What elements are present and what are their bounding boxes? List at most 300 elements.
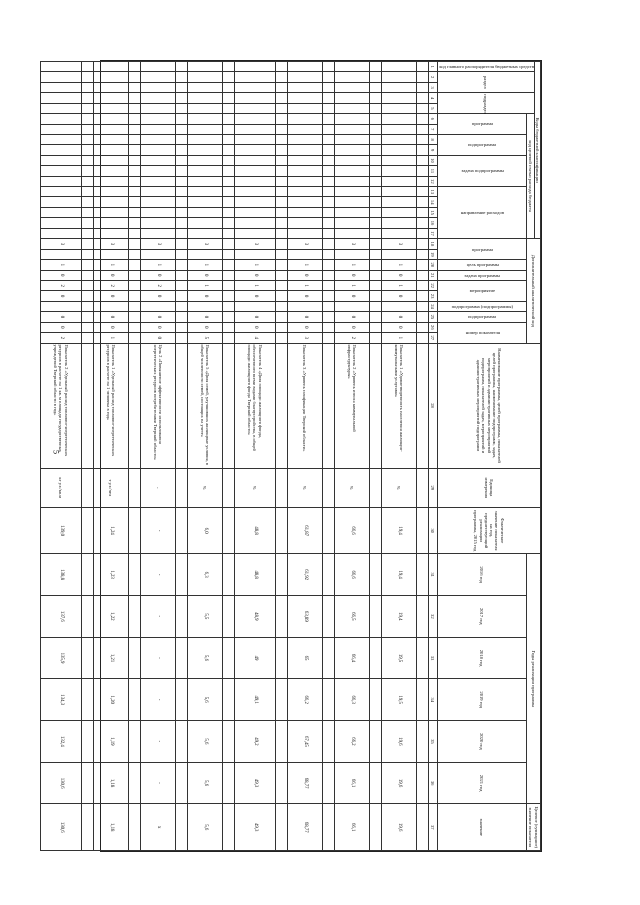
empty-cell	[222, 145, 234, 155]
empty-code-cell	[140, 114, 175, 124]
code-cell: 1	[381, 260, 416, 270]
empty-cell	[175, 134, 187, 144]
code-cell: 4	[234, 333, 275, 343]
empty-cell	[416, 343, 428, 468]
empty-code-cell	[93, 134, 128, 144]
spacer-row	[81, 62, 93, 851]
empty-cell	[175, 239, 187, 249]
column-number-cell: 2	[428, 72, 437, 82]
empty-cell	[222, 312, 234, 322]
empty-cell	[128, 176, 140, 186]
empty-cell	[81, 62, 93, 72]
empty-cell	[322, 637, 334, 679]
empty-code-cell	[187, 114, 222, 124]
code-cell: 1	[234, 280, 275, 290]
empty-code-cell	[93, 155, 128, 165]
empty-code-cell	[40, 124, 81, 134]
empty-cell	[416, 72, 428, 82]
empty-cell	[416, 239, 428, 249]
empty-cell	[222, 166, 234, 176]
empty-cell	[416, 134, 428, 144]
empty-cell	[128, 239, 140, 249]
year-value-cell: 48,9	[234, 595, 275, 637]
empty-cell	[222, 103, 234, 113]
column-number-cell: 11	[428, 166, 437, 176]
empty-code-cell	[93, 197, 128, 207]
empty-cell	[275, 145, 287, 155]
empty-code-cell	[40, 207, 81, 217]
column-number-cell: 24	[428, 301, 437, 311]
empty-cell	[275, 249, 287, 259]
empty-cell	[369, 155, 381, 165]
empty-code-cell	[93, 103, 128, 113]
empty-cell	[81, 176, 93, 186]
empty-cell	[416, 312, 428, 322]
empty-cell	[222, 239, 234, 249]
year-value-cell: 6,3	[187, 554, 222, 596]
code-cell: 0	[187, 322, 222, 332]
empty-cell	[275, 134, 287, 144]
empty-cell	[128, 507, 140, 553]
empty-cell	[222, 554, 234, 596]
empty-cell	[322, 62, 334, 72]
code-cell: 0	[187, 291, 222, 301]
target-header: Целевое (суммарное) значение показателя	[526, 804, 540, 851]
empty-cell	[416, 218, 428, 228]
unit-cell: т у.т./чел	[93, 468, 128, 507]
column-number-cell: 21	[428, 270, 437, 280]
code-cell: 0	[187, 270, 222, 280]
podrazdel-header: подраздел	[437, 93, 534, 114]
year-value-cell: 1,23	[93, 554, 128, 596]
empty-cell	[128, 554, 140, 596]
empty-cell	[128, 260, 140, 270]
code-cell: 1	[187, 280, 222, 290]
column-number-cell: 10	[428, 155, 437, 165]
empty-code-cell	[187, 155, 222, 165]
year-2019-header: 2019 год	[437, 679, 526, 721]
code-cell: 3	[187, 239, 222, 249]
fact-value-cell: 48,8	[234, 507, 275, 553]
year-2018-header: 2018 год	[437, 637, 526, 679]
empty-cell	[222, 155, 234, 165]
column-number-cell: 16	[428, 218, 437, 228]
empty-cell	[81, 93, 93, 103]
empty-code-cell	[381, 62, 416, 72]
empty-code-cell	[187, 187, 222, 197]
code-cell: 3	[234, 239, 275, 249]
page-number: 5	[51, 450, 61, 454]
unit-header: Единица измерения	[437, 468, 540, 507]
empty-cell	[275, 721, 287, 763]
additional-code-header: Дополнительный аналитический код	[526, 239, 540, 343]
empty-cell	[322, 260, 334, 270]
code-cell: 1	[93, 333, 128, 343]
empty-code-cell	[234, 207, 275, 217]
empty-code-cell	[93, 301, 128, 311]
year-value-cell: 135,9	[40, 637, 81, 679]
column-number-cell: 19	[428, 249, 437, 259]
empty-cell	[81, 114, 93, 124]
code-cell: 0	[140, 270, 175, 280]
program-indicators-table	[40, 61, 541, 851]
code-cell: 3	[93, 239, 128, 249]
empty-cell	[81, 804, 93, 851]
column-number-cell: 9	[428, 145, 437, 155]
empty-cell	[416, 721, 428, 763]
empty-code-cell	[187, 249, 222, 259]
column-number-row	[428, 62, 437, 851]
empty-cell	[322, 762, 334, 804]
empty-code-cell	[187, 166, 222, 176]
year-value-cell: 68,77	[287, 762, 322, 804]
empty-code-cell	[187, 103, 222, 113]
empty-cell	[416, 176, 428, 186]
empty-code-cell	[140, 176, 175, 186]
empty-cell	[128, 134, 140, 144]
empty-cell	[81, 103, 93, 113]
year-value-cell: -	[140, 721, 175, 763]
empty-cell	[369, 207, 381, 217]
direction-header: направление расходов	[437, 187, 526, 239]
empty-cell	[369, 239, 381, 249]
empty-cell	[128, 82, 140, 92]
empty-cell	[416, 82, 428, 92]
code-cell: 0	[93, 270, 128, 280]
code-cell: 0	[93, 322, 128, 332]
code-cell: 2	[140, 280, 175, 290]
empty-cell	[369, 637, 381, 679]
year-value-cell: 49,2	[234, 721, 275, 763]
empty-code-cell	[334, 103, 369, 113]
empty-cell	[416, 155, 428, 165]
fact-value-cell: 6,0	[187, 507, 222, 553]
year-value-cell: -	[140, 679, 175, 721]
year-value-cell: 5,6	[187, 721, 222, 763]
empty-cell	[416, 114, 428, 124]
empty-cell	[275, 155, 287, 165]
empty-cell	[416, 228, 428, 239]
empty-cell	[128, 103, 140, 113]
empty-code-cell	[40, 114, 81, 124]
empty-code-cell	[93, 218, 128, 228]
code-cell: 1	[334, 260, 369, 270]
empty-cell	[222, 82, 234, 92]
empty-cell	[322, 312, 334, 322]
year-value-cell: 66,2	[334, 721, 369, 763]
empty-code-cell	[140, 249, 175, 259]
empty-cell	[128, 301, 140, 311]
empty-cell	[275, 82, 287, 92]
empty-cell	[222, 218, 234, 228]
empty-cell	[369, 166, 381, 176]
empty-cell	[322, 804, 334, 851]
empty-cell	[275, 187, 287, 197]
empty-cell	[275, 280, 287, 290]
column-number-cell: 3	[428, 82, 437, 92]
empty-cell	[175, 804, 187, 851]
empty-cell	[322, 507, 334, 553]
empty-code-cell	[234, 249, 275, 259]
empty-code-cell	[40, 62, 81, 72]
empty-cell	[175, 507, 187, 553]
empty-cell	[275, 218, 287, 228]
empty-code-cell	[381, 103, 416, 113]
empty-cell	[81, 554, 93, 596]
empty-code-cell	[381, 176, 416, 186]
empty-code-cell	[334, 249, 369, 259]
empty-code-cell	[287, 93, 322, 103]
empty-cell	[322, 721, 334, 763]
empty-cell	[222, 804, 234, 851]
empty-cell	[369, 679, 381, 721]
code-cell: 1	[40, 260, 81, 270]
year-value-cell: 1,19	[93, 721, 128, 763]
year-value-cell: 49,3	[234, 762, 275, 804]
empty-code-cell	[334, 124, 369, 134]
empty-cell	[322, 322, 334, 332]
empty-cell	[369, 468, 381, 507]
indicator-name-cell: Показатель 1 «Удельный расход топливно-энергетических ресурсов в расчете на 1 человека в год»	[93, 343, 128, 468]
empty-cell	[81, 239, 93, 249]
empty-code-cell	[187, 176, 222, 186]
empty-cell	[175, 218, 187, 228]
empty-code-cell	[381, 301, 416, 311]
empty-cell	[175, 166, 187, 176]
empty-cell	[416, 260, 428, 270]
empty-code-cell	[187, 145, 222, 155]
empty-cell	[222, 134, 234, 144]
empty-cell	[369, 124, 381, 134]
empty-code-cell	[381, 187, 416, 197]
empty-cell	[81, 595, 93, 637]
empty-code-cell	[187, 207, 222, 217]
empty-code-cell	[334, 176, 369, 186]
column-number-cell: 8	[428, 134, 437, 144]
empty-code-cell	[287, 197, 322, 207]
year-value-cell: 19,6	[381, 721, 416, 763]
year-value-cell: 66,3	[334, 679, 369, 721]
empty-cell	[128, 679, 140, 721]
column-number-cell: 12	[428, 176, 437, 186]
empty-cell	[222, 343, 234, 468]
code-cell: 0	[287, 322, 322, 332]
code-cell: 1	[287, 280, 322, 290]
column-number-cell: 37	[428, 804, 437, 851]
empty-code-cell	[287, 155, 322, 165]
unit-cell: %	[234, 468, 275, 507]
empty-cell	[128, 155, 140, 165]
empty-code-cell	[234, 93, 275, 103]
empty-code-cell	[93, 72, 128, 82]
fact-value-cell: 1,24	[93, 507, 128, 553]
empty-code-cell	[334, 207, 369, 217]
empty-code-cell	[140, 145, 175, 155]
empty-code-cell	[334, 114, 369, 124]
empty-code-cell	[334, 301, 369, 311]
year-value-cell: 66,4	[334, 637, 369, 679]
empty-cell	[222, 176, 234, 186]
empty-code-cell	[287, 228, 322, 239]
empty-cell	[128, 280, 140, 290]
column-number-cell: 35	[428, 721, 437, 763]
year-value-cell: 49	[234, 637, 275, 679]
empty-cell	[416, 554, 428, 596]
code-cell: 0	[381, 312, 416, 322]
year-value-cell: 137,6	[40, 595, 81, 637]
empty-cell	[128, 207, 140, 217]
empty-cell	[369, 249, 381, 259]
empty-code-cell	[381, 166, 416, 176]
year-value-cell: 1,18	[93, 762, 128, 804]
column-number-cell: 5	[428, 103, 437, 113]
empty-cell	[222, 197, 234, 207]
empty-cell	[81, 468, 93, 507]
target-value-cell: 130,6	[40, 804, 81, 851]
empty-cell	[322, 291, 334, 301]
empty-cell	[128, 468, 140, 507]
empty-cell	[175, 637, 187, 679]
empty-cell	[416, 103, 428, 113]
year-2020-header: 2020 год	[437, 721, 526, 763]
empty-cell	[175, 145, 187, 155]
column-number-cell: 29	[428, 468, 437, 507]
empty-cell	[222, 187, 234, 197]
column-number-cell: 28	[428, 343, 437, 468]
spacer-row	[322, 62, 334, 851]
empty-cell	[128, 762, 140, 804]
empty-cell	[322, 134, 334, 144]
unit-cell: %	[381, 468, 416, 507]
empty-code-cell	[234, 187, 275, 197]
code-cell: 1	[334, 280, 369, 290]
empty-cell	[275, 166, 287, 176]
empty-cell	[275, 312, 287, 322]
empty-cell	[322, 228, 334, 239]
empty-cell	[81, 218, 93, 228]
empty-code-cell	[234, 124, 275, 134]
empty-cell	[128, 62, 140, 72]
empty-cell	[275, 804, 287, 851]
year-value-cell: 1,20	[93, 679, 128, 721]
target-value-cell: 5,6	[187, 804, 222, 851]
empty-cell	[275, 124, 287, 134]
empty-code-cell	[381, 72, 416, 82]
spacer-row	[369, 62, 381, 851]
empty-cell	[175, 270, 187, 280]
empty-cell	[175, 124, 187, 134]
year-value-cell: 19,4	[381, 595, 416, 637]
fact-value-cell: 139,0	[40, 507, 81, 553]
column-number-cell: 14	[428, 197, 437, 207]
empty-cell	[416, 187, 428, 197]
task-subprogram-header: задача подпрограммы	[437, 155, 526, 186]
empty-cell	[369, 762, 381, 804]
empty-cell	[175, 187, 187, 197]
column-number-cell: 13	[428, 187, 437, 197]
target-value-cell: 1,18	[93, 804, 128, 851]
indicator-name-cell: Показатель 5 «Доля семей, улучшивших жилищные условия, в общей численности семей, состоящих на учете»	[187, 343, 222, 468]
empty-cell	[322, 72, 334, 82]
empty-cell	[222, 301, 234, 311]
empty-cell	[369, 595, 381, 637]
header-row-1	[534, 62, 540, 851]
empty-cell	[275, 197, 287, 207]
spacer-row	[416, 62, 428, 851]
empty-cell	[322, 468, 334, 507]
empty-code-cell	[334, 62, 369, 72]
empty-code-cell	[287, 187, 322, 197]
year-value-cell: 5,5	[187, 595, 222, 637]
empty-code-cell	[40, 155, 81, 165]
empty-cell	[275, 62, 287, 72]
empty-cell	[175, 176, 187, 186]
empty-cell	[369, 322, 381, 332]
column-number-cell: 30	[428, 507, 437, 553]
empty-code-cell	[381, 197, 416, 207]
year-value-cell: 1,21	[93, 637, 128, 679]
indicator-name-cell: Показатель 2 «Уровень износа коммунальной инфраструктуры»	[334, 343, 369, 468]
code-cell: 0	[140, 322, 175, 332]
empty-cell	[275, 333, 287, 343]
years-header: Годы реализации программы	[526, 554, 540, 804]
empty-code-cell	[287, 134, 322, 144]
year-value-cell: 130,6	[40, 762, 81, 804]
empty-cell	[128, 804, 140, 851]
empty-cell	[369, 145, 381, 155]
code-cell: 0	[287, 270, 322, 280]
empty-cell	[275, 93, 287, 103]
code-cell: 0	[234, 270, 275, 280]
empty-cell	[222, 249, 234, 259]
year-value-cell: 19,5	[381, 637, 416, 679]
empty-cell	[369, 114, 381, 124]
empty-cell	[322, 82, 334, 92]
empty-cell	[81, 197, 93, 207]
empty-code-cell	[287, 103, 322, 113]
empty-cell	[81, 312, 93, 322]
empty-code-cell	[187, 301, 222, 311]
empty-code-cell	[381, 134, 416, 144]
empty-cell	[175, 249, 187, 259]
code-cell: 3	[334, 239, 369, 249]
empty-code-cell	[234, 218, 275, 228]
empty-cell	[81, 228, 93, 239]
empty-code-cell	[234, 228, 275, 239]
code-cell: 3	[287, 239, 322, 249]
indicator-name-cell: Цель 2 «Повышение эффективности использования энергетических ресурсов потребителями Тверской области»	[140, 343, 175, 468]
empty-cell	[222, 333, 234, 343]
column-number-cell: 18	[428, 239, 437, 249]
empty-cell	[222, 762, 234, 804]
empty-cell	[128, 187, 140, 197]
empty-cell	[222, 637, 234, 679]
empty-code-cell	[287, 82, 322, 92]
empty-cell	[416, 207, 428, 217]
table-row	[187, 62, 222, 851]
code-cell: 2	[40, 280, 81, 290]
empty-code-cell	[334, 228, 369, 239]
column-number-cell: 34	[428, 679, 437, 721]
empty-code-cell	[40, 228, 81, 239]
empty-cell	[128, 333, 140, 343]
table-row	[93, 62, 128, 851]
empty-cell	[175, 155, 187, 165]
empty-code-cell	[187, 218, 222, 228]
empty-cell	[322, 679, 334, 721]
code-cell: 0	[187, 312, 222, 322]
year-value-cell: -	[140, 762, 175, 804]
